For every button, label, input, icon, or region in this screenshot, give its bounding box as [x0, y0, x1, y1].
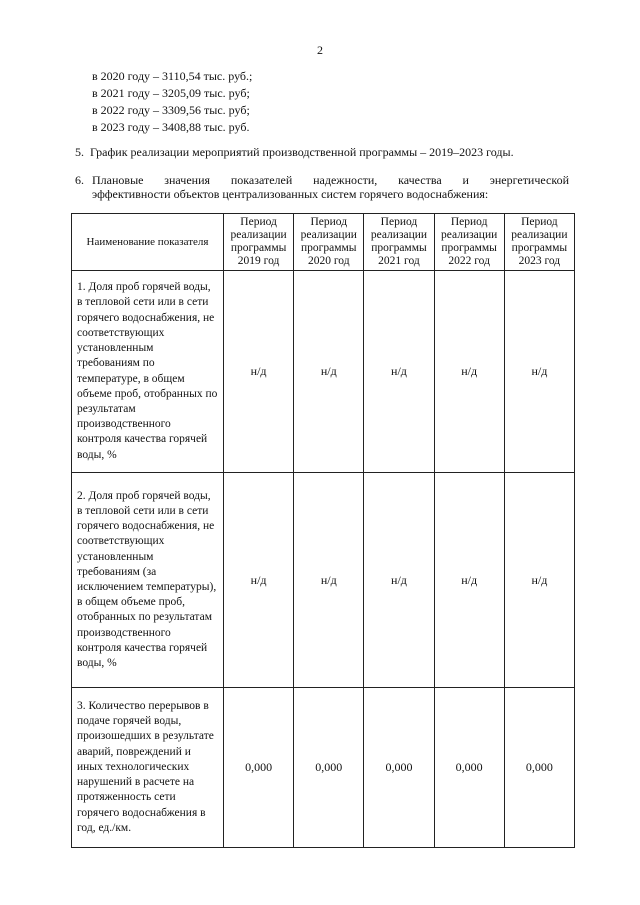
item-6-number: 6. [75, 173, 84, 187]
value-2023: н/д [504, 473, 574, 688]
item-5-number: 5. [75, 145, 84, 159]
page-number: 2 [317, 43, 323, 57]
indicator-name: 2. Доля проб горячей воды, в тепловой сети или в сети горячего водоснабжения, не соответствующих установленным требованиям (за исключением температуры), в общем объеме проб, отобранных по результатам производственного контроля качества горячей воды, % [72, 473, 224, 688]
budget-line-2023: в 2023 году – 3408,88 тыс. руб. [92, 120, 250, 134]
header-period-2021: Период реализации программы 2021 год [364, 214, 434, 271]
item-5-text: График реализации мероприятий производственной программы – 2019–2023 годы. [90, 145, 514, 159]
value-2021: н/д [364, 473, 434, 688]
value-2022: н/д [434, 473, 504, 688]
item-6-text-line1: Плановые значения показателей надежности, качества и энергетической [92, 173, 569, 187]
indicator-name: 1. Доля проб горячей воды, в тепловой сети или в сети горячего водоснабжения, не соответствующих установленным требованиям по температуре, в общем объеме проб, отобранных по результатам производственного контроля качества горячей воды, % [72, 271, 224, 473]
value-2019: н/д [224, 473, 294, 688]
header-period-2020: Период реализации программы 2020 год [294, 214, 364, 271]
header-period-2022: Период реализации программы 2022 год [434, 214, 504, 271]
indicators-table [71, 213, 575, 848]
budget-lines [92, 68, 252, 136]
item-5 [75, 145, 575, 159]
header-indicator-name: Наименование показателя [72, 214, 224, 271]
value-2023: н/д [504, 271, 574, 473]
value-2021: 0,000 [364, 688, 434, 848]
value-2022: 0,000 [434, 688, 504, 848]
value-2022: н/д [434, 271, 504, 473]
item-6 [75, 173, 569, 201]
indicator-name: 3. Количество перерывов в подаче горячей воды, произошедших в результате аварий, повреждений и иных технологических нарушений в расчете на протяженность сети горячего водоснабжения в год, ед./км. [72, 688, 224, 848]
table-row [72, 688, 575, 848]
value-2021: н/д [364, 271, 434, 473]
table-row [72, 271, 575, 473]
value-2020: н/д [294, 473, 364, 688]
budget-line-2020: в 2020 году – 3110,54 тыс. руб.; [92, 69, 253, 83]
value-2023: 0,000 [504, 688, 574, 848]
header-period-2023: Период реализации программы 2023 год [504, 214, 574, 271]
value-2020: н/д [294, 271, 364, 473]
value-2020: 0,000 [294, 688, 364, 848]
table-row [72, 473, 575, 688]
value-2019: н/д [224, 271, 294, 473]
value-2019: 0,000 [224, 688, 294, 848]
budget-line-2021: в 2021 году – 3205,09 тыс. руб; [92, 86, 250, 100]
table-header-row [72, 214, 575, 271]
budget-line-2022: в 2022 году – 3309,56 тыс. руб; [92, 103, 250, 117]
header-period-2019: Период реализации программы 2019 год [224, 214, 294, 271]
item-6-text-line2: эффективности объектов централизованных систем горячего водоснабжения: [92, 187, 489, 201]
